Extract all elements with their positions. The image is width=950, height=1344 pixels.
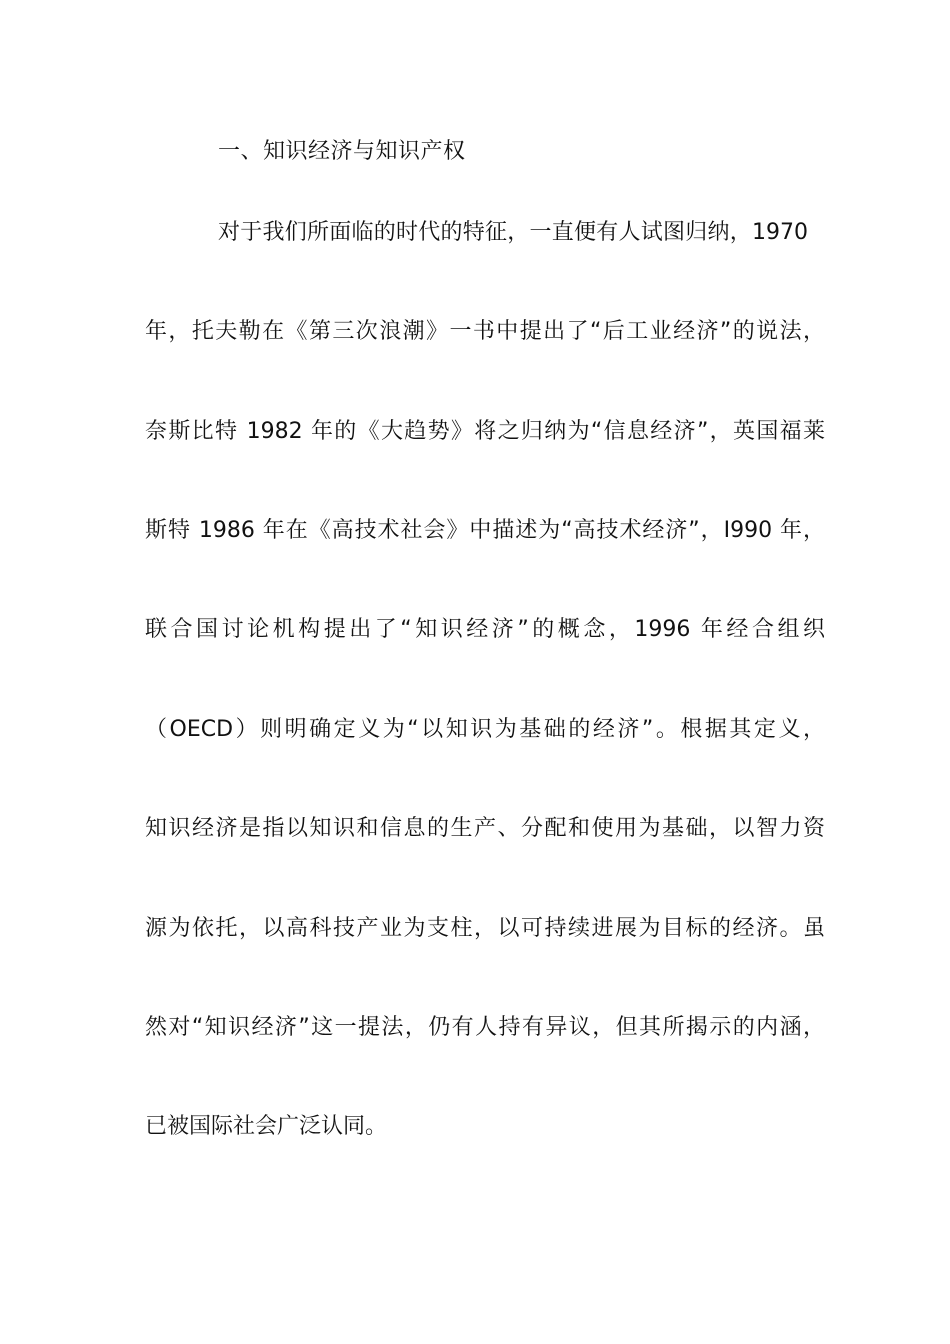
paragraph-line: 然对“知识经济”这一提法，仍有人持有异议，但其所揭示的内涵，: [145, 1015, 825, 1040]
paragraph-line: 已被国际社会广泛认同。: [145, 1114, 388, 1139]
paragraph-line: 知识经济是指以知识和信息的生产、分配和使用为基础，以智力资: [145, 816, 825, 841]
paragraph-line: 联合国讨论机构提出了“知识经济”的概念，1996 年经合组织: [145, 617, 825, 642]
paragraph-line: 奈斯比特 1982 年的《大趋势》将之归纳为“信息经济”，英国福莱: [145, 419, 825, 444]
paragraph-line: 斯特 1986 年在《高技术社会》中描述为“高技术经济”，I990 年，: [145, 518, 825, 543]
paragraph-line: 年，托夫勒在《第三次浪潮》一书中提出了“后工业经济”的说法，: [145, 319, 825, 344]
section-heading: 一、知识经济与知识产权: [218, 139, 466, 164]
paragraph-line: 对于我们所面临的时代的特征，一直便有人试图归纳，1970: [218, 220, 808, 245]
paragraph-line: （OECD）则明确定义为“以知识为基础的经济”。根据其定义，: [145, 717, 825, 742]
paragraph-line: 源为依托，以高科技产业为支柱，以可持续进展为目标的经济。虽: [145, 916, 825, 941]
